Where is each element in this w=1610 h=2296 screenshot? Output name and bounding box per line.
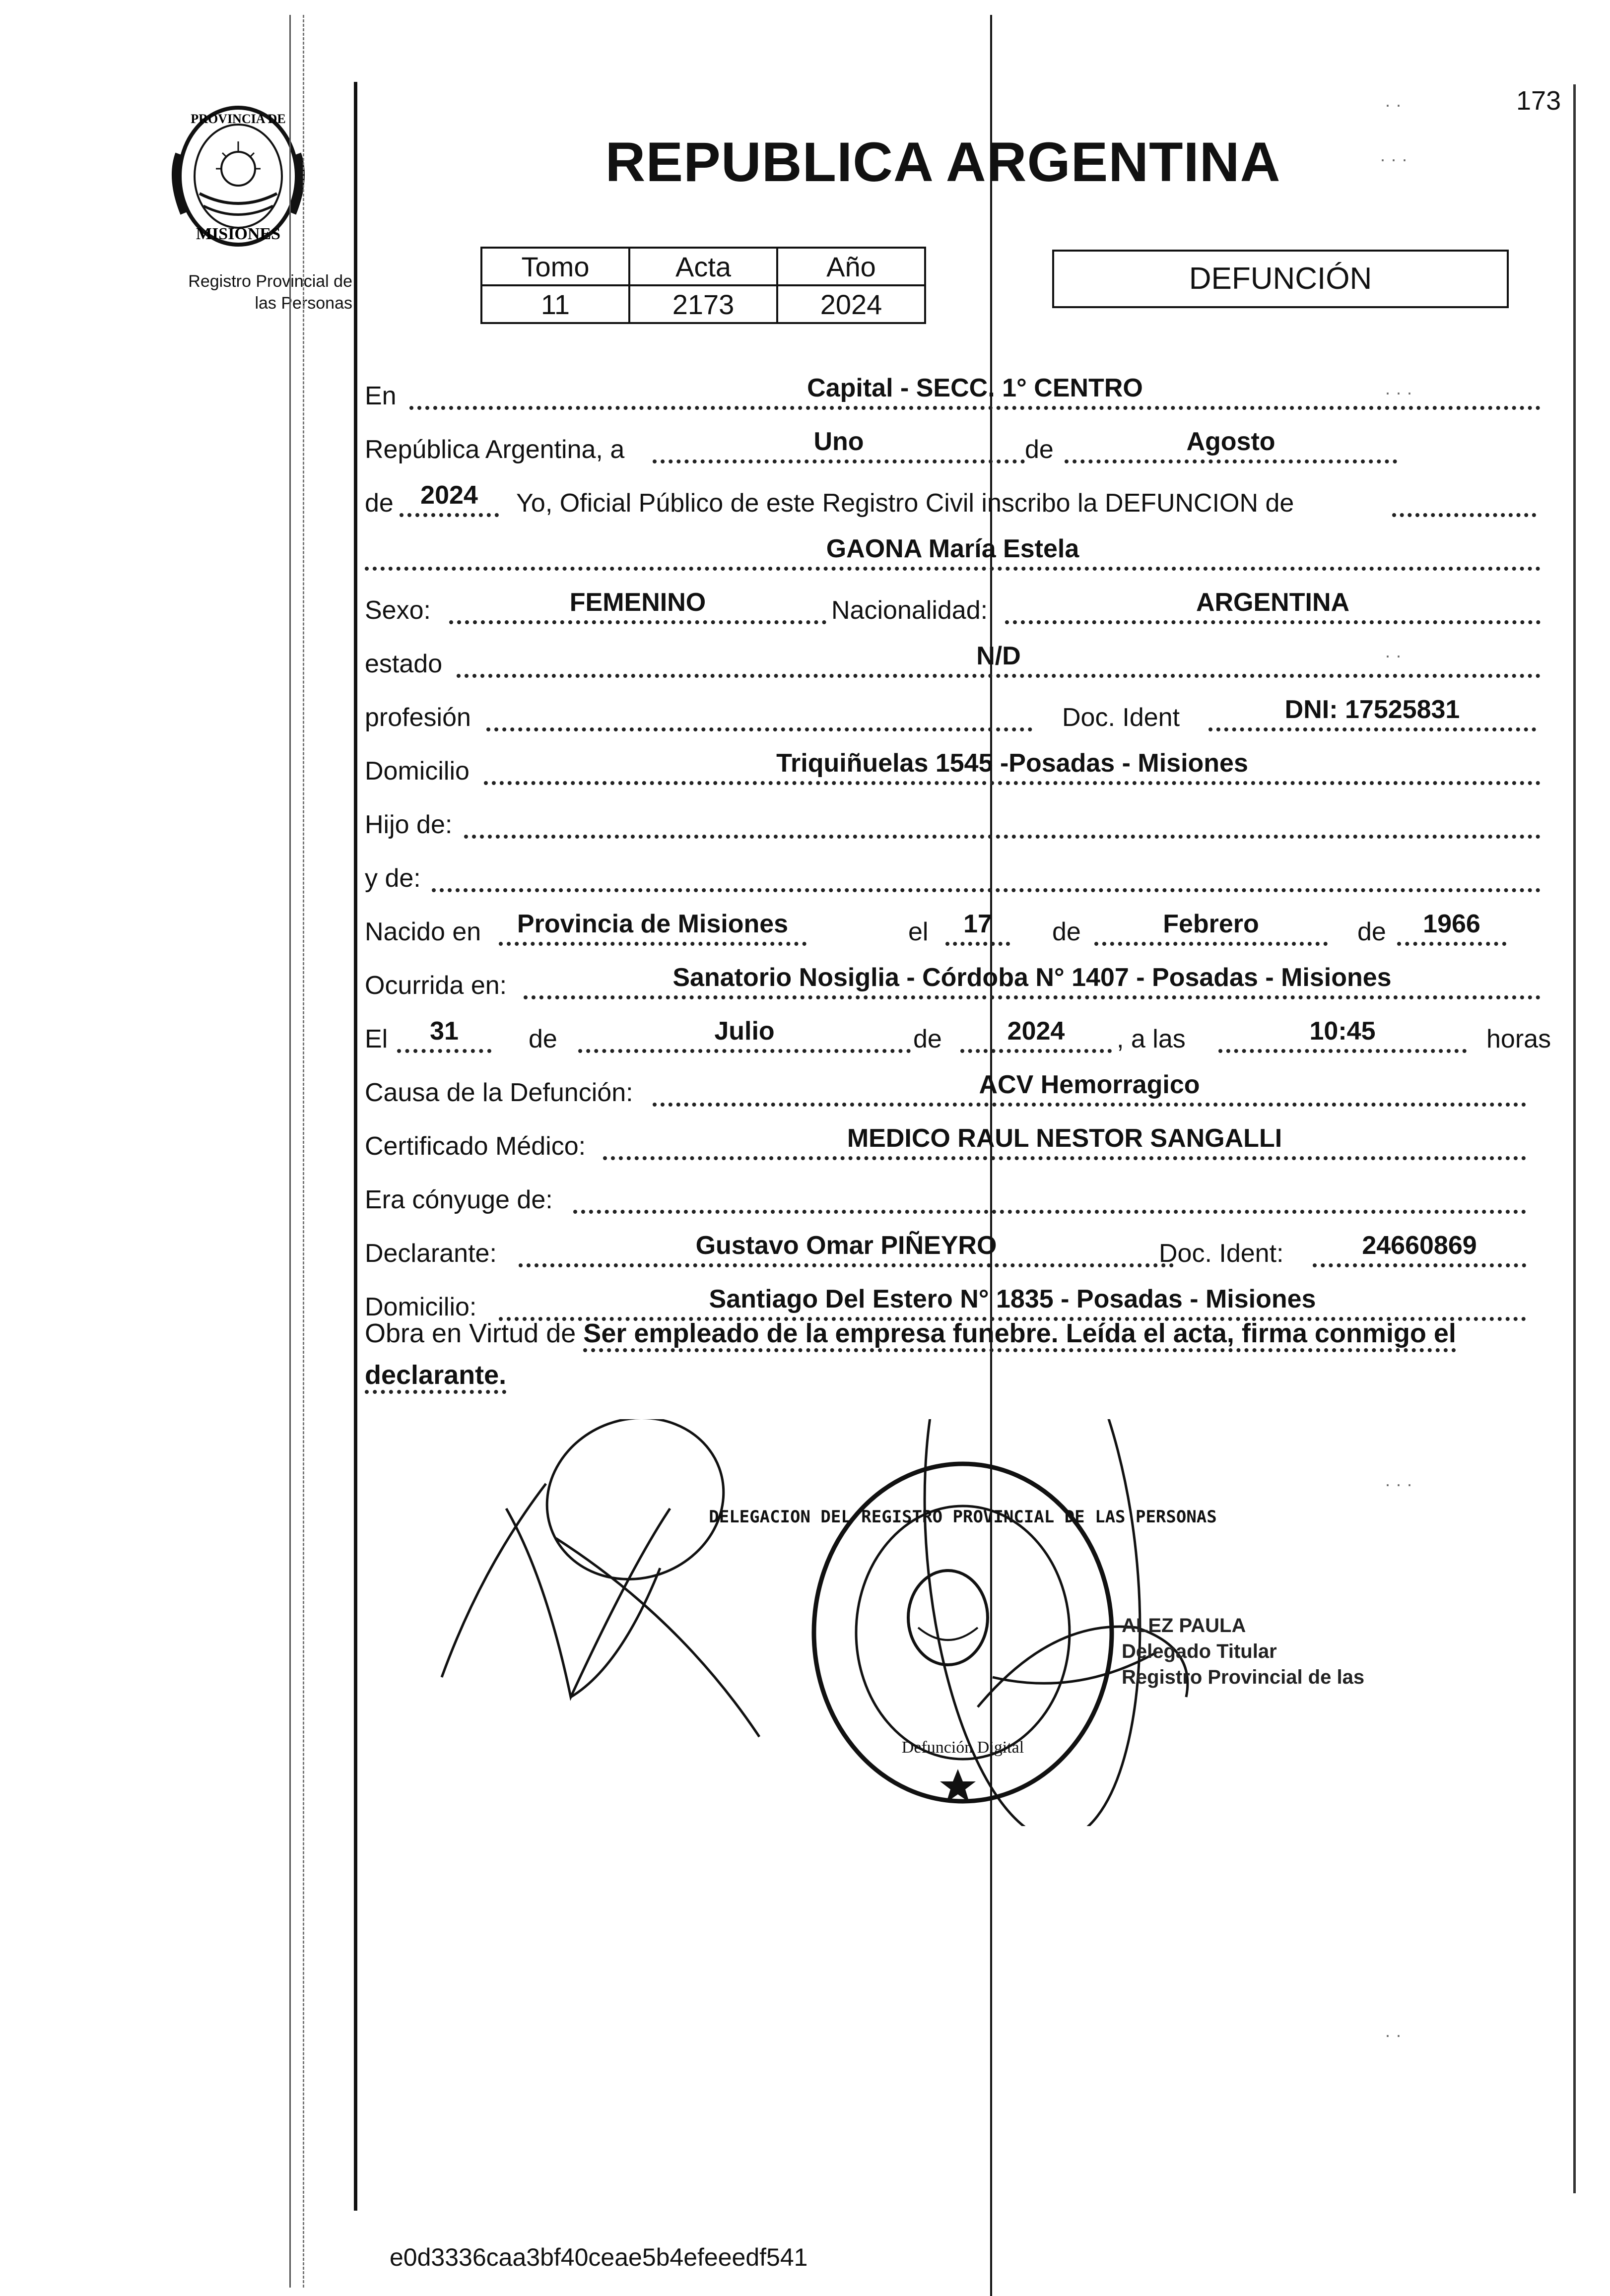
value-def-anio: 2024 [1007,1017,1065,1046]
row-estado [365,640,1541,685]
label-ocurrida-en: Ocurrida en: [365,971,507,1000]
label-horas: horas [1486,1025,1551,1053]
row-anio-oficial [365,479,1541,524]
document-hash: e0d3336caa3bf40ceae5b4efeeedf541 [390,2243,808,2271]
value-anio: 2024 [420,481,478,510]
field-profesion [486,700,1032,731]
value-declarante: Gustavo Omar PIÑEYRO [695,1231,997,1260]
scan-speck: · · [1385,645,1402,665]
acta-value-tomo: 11 [481,285,629,323]
acta-header-anio: Año [777,248,925,285]
form-left-border [354,82,357,2211]
label-de-anio: de [365,489,394,518]
acta-value-acta: 2173 [629,285,777,323]
field-mes [1065,427,1397,463]
label-causa: Causa de la Defunción: [365,1078,633,1107]
field-nac-mes [1094,910,1328,946]
field-documento [1208,695,1536,731]
label-el-def: El [365,1025,388,1053]
label-sexo: Sexo: [365,596,431,625]
field-anio [400,481,499,517]
label-domicilio-declarante: Domicilio: [365,1293,477,1321]
value-def-mes: Julio [714,1017,775,1046]
value-ocurrida-en: Sanatorio Nosiglia - Córdoba N° 1407 - Posadas - Misiones [672,963,1392,992]
value-lugar: Capital - SECC. 1° CENTRO [807,374,1143,402]
acta-header-tomo: Tomo [481,248,629,285]
label-nacionalidad: Nacionalidad: [831,596,988,625]
field-ocurrida-en [524,963,1541,999]
row-causa [365,1069,1541,1114]
logo-text-top: PROVINCIA DE [191,112,286,126]
label-hijo-de: Hijo de: [365,810,453,839]
obra-en-virtud [365,1312,1551,1396]
label-profesion: profesión [365,703,471,732]
row-certificado [365,1122,1541,1167]
field-sexo [449,588,826,624]
scan-speck: · · · [1385,382,1412,402]
form-right-border [1573,84,1576,2193]
logo-text-bottom: MISIONES [196,225,281,243]
label-el: el [908,918,929,946]
stamp-ring-text: DELEGACION DEL REGISTRO PROVINCIAL DE LAS PERSONAS [709,1507,1217,1527]
scan-speck: · · [1385,94,1402,115]
value-nac-anio: 1966 [1423,910,1480,938]
field-nombre [365,534,1541,571]
row-declarante [365,1230,1541,1274]
acta-table-header-row [481,248,925,285]
value-nacionalidad: ARGENTINA [1196,588,1350,617]
field-domicilio [484,749,1541,785]
label-de-def-anio: de [913,1025,942,1053]
field-def-mes [578,1017,911,1053]
organization-line-1: Registro Provincial de [188,272,352,291]
value-declarante-doc: 24660869 [1362,1231,1477,1260]
label-nacido-en: Nacido en [365,918,481,946]
label-declarante-doc: Doc. Ident: [1159,1239,1284,1268]
value-def-dia: 31 [430,1017,459,1046]
field-def-dia [397,1017,491,1053]
row-lugar [365,372,1541,417]
organization-name [119,270,352,314]
value-causa: ACV Hemorragico [979,1070,1200,1099]
page-number: 173 [1516,86,1561,116]
signature-left [442,1419,759,1737]
document-title: REPUBLICA ARGENTINA [605,131,1281,193]
row-conyuge [365,1176,1541,1221]
organization-line-2: las Personas [255,294,352,313]
row-sexo-nacionalidad [365,587,1541,631]
signer-stamp [1122,1613,1364,1690]
label-de-def-mes: de [529,1025,557,1053]
row-y-de [365,854,1541,899]
row-ocurrida-en [365,962,1541,1006]
row-nacimiento [365,908,1541,953]
label-estado: estado [365,650,443,678]
label-conyuge: Era cónyuge de: [365,1185,553,1214]
value-domicilio: Triquiñuelas 1545 -Posadas - Misiones [776,749,1248,778]
signer-role: Delegado Titular [1122,1640,1277,1662]
field-declarante [519,1231,1174,1267]
field-estado [457,642,1541,678]
field-dia [653,427,1025,463]
field-hora [1218,1017,1467,1053]
scan-speck: · · · [1385,1474,1412,1494]
value-estado: N/D [976,642,1021,670]
label-de-nac-anio: de [1357,918,1386,946]
row-nombre [365,533,1541,578]
field-causa [653,1070,1526,1107]
acta-table-value-row [481,285,925,323]
label-declarante: Declarante: [365,1239,497,1268]
value-declarante-domicilio: Santiago Del Estero N° 1835 - Posadas - Misiones [709,1285,1316,1313]
label-domicilio: Domicilio [365,757,470,786]
stamp-star-icon [940,1769,976,1802]
field-nacido-en [499,910,806,946]
label-certificado: Certificado Médico: [365,1132,586,1161]
signer-name: ALEZ PAULA [1122,1615,1246,1637]
value-nacido-en: Provincia de Misiones [517,910,789,938]
label-en: En [365,382,397,410]
label-oficial-publico: Yo, Oficial Público de este Registro Civil inscribo la DEFUNCION de [516,489,1294,518]
value-certificado: MEDICO RAUL NESTOR SANGALLI [847,1124,1282,1153]
row-fecha-defuncion [365,1015,1551,1060]
value-documento: DNI: 17525831 [1284,695,1460,724]
label-obra: Obra en Virtud de [365,1318,576,1348]
field-conyuge [573,1182,1526,1214]
field-nac-anio [1397,910,1506,946]
field-lugar [409,374,1541,410]
field-continuation [1392,485,1536,517]
stamp-inner-text: Defunción Digital [901,1738,1024,1757]
value-nombre: GAONA María Estela [826,534,1079,563]
row-domicilio [365,747,1541,792]
label-y-de: y de: [365,864,421,893]
field-hijo-de [464,807,1541,839]
field-y-de [432,860,1541,892]
value-nac-mes: Febrero [1163,910,1259,938]
field-certificado [603,1124,1526,1160]
value-hora: 10:45 [1309,1017,1376,1046]
field-nac-dia [945,910,1010,946]
value-sexo: FEMENINO [569,588,706,617]
signer-office: Registro Provincial de las [1122,1666,1365,1688]
acta-value-anio: 2024 [777,285,925,323]
acta-reference-table [480,247,926,324]
row-fecha-inscripcion [365,426,1541,470]
value-obra: Ser empleado de la empresa funebre. Leída el acta, firma conmigo el declarante. [365,1318,1456,1394]
scan-speck: · · · [1380,149,1408,169]
field-nacionalidad [1005,588,1541,624]
value-dia: Uno [813,427,864,456]
left-margin-line-thin [289,15,291,2288]
field-def-anio [960,1017,1112,1053]
field-declarante-doc [1313,1231,1526,1267]
document-type-box: DEFUNCIÓN [1052,250,1509,308]
label-doc-ident: Doc. Ident [1062,703,1180,732]
scan-speck: · · [1385,2025,1402,2045]
acta-header-acta: Acta [629,248,777,285]
value-mes: Agosto [1186,427,1275,456]
row-hijo-de [365,801,1541,846]
label-a-las: , a las [1117,1025,1186,1053]
row-profesion-documento [365,694,1541,738]
left-margin-line-dashed [303,15,304,2288]
label-republica: República Argentina, a [365,435,625,464]
label-de-mes: de [1025,435,1054,464]
label-de-nac-mes: de [1052,918,1081,946]
value-nac-dia: 17 [963,910,992,938]
